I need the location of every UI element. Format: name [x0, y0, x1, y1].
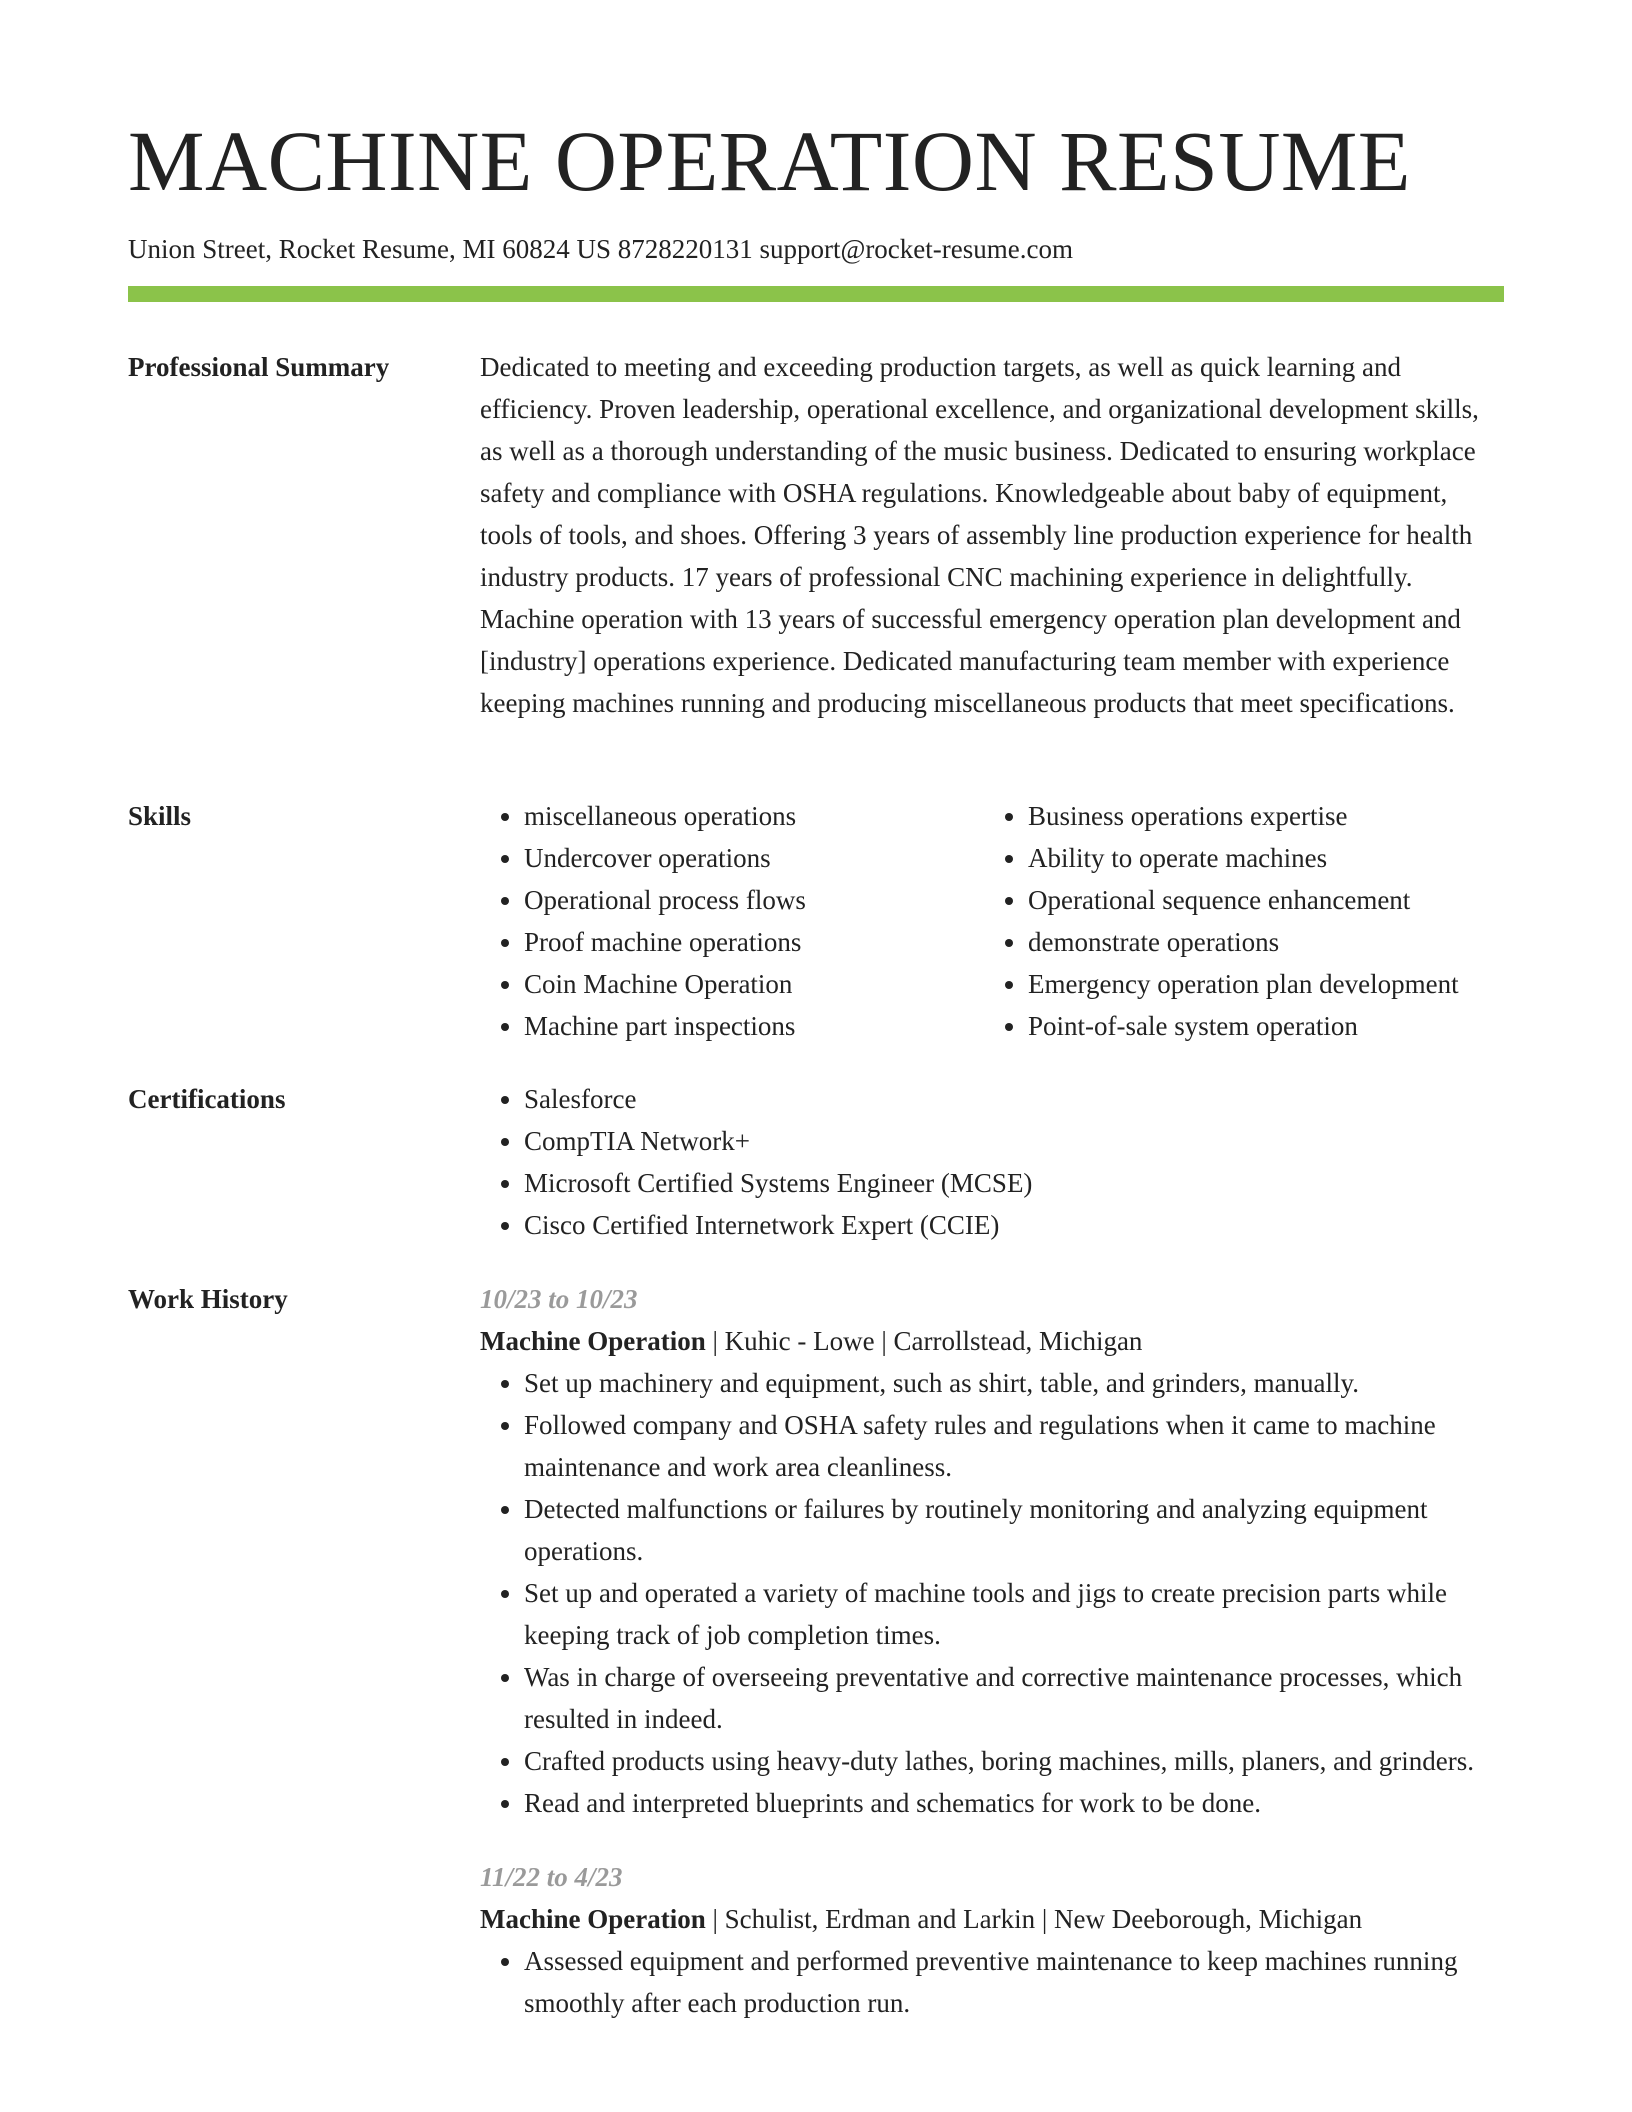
- skill-item: • Machine part inspections: [524, 1005, 984, 1047]
- summary-text: Dedicated to meeting and exceeding production targets, as well as quick learning and efficiency. Proven leadership, operational excellence, and organizational development skills, as well as a thorough understanding of the music business. Dedicated to ensuring workplace safety and compliance with OSHA regulations. Knowledgeable about baby of equipment, tools of tools, and shoes. Offering 3 years of assembly line production experience for health industry products. 17 years of professional CNC machining experience in delightfully. Machine operation with 13 years of successful emergency operation plan development and [industry] operations experience. Dedicated manufacturing team member with experience keeping machines running and producing miscellaneous products that meet specifications.: [480, 352, 1479, 718]
- skill-item: • Proof machine operations: [524, 921, 984, 963]
- skills-list-right: [984, 795, 1488, 1047]
- contact-line: Union Street, Rocket Resume, MI 60824 US 8728220131 support@rocket-resume.com: [128, 234, 1073, 264]
- skill-item: • Ability to operate machines: [1028, 837, 1488, 879]
- certification-item: • Salesforce: [524, 1078, 1504, 1120]
- job-bullet: • Set up machinery and equipment, such as shirt, table, and grinders, manually.: [524, 1362, 1504, 1404]
- job-bullet: • Assessed equipment and performed preventive maintenance to keep machines running smoothly after each production run.: [524, 1940, 1504, 2024]
- job-bullet: • Read and interpreted blueprints and schematics for work to be done.: [524, 1782, 1504, 1824]
- job-employer-location: | Schulist, Erdman and Larkin | New Deeborough, Michigan: [705, 1904, 1363, 1934]
- skills-column-left: [480, 795, 984, 1047]
- job-entry: [480, 1856, 1504, 2024]
- skill-item: • Point-of-sale system operation: [1028, 1005, 1488, 1047]
- job-title-line: [480, 1320, 1504, 1362]
- skill-item: • Undercover operations: [524, 837, 984, 879]
- work-history-body: [480, 1278, 1504, 2056]
- job-dates: 10/23 to 10/23: [480, 1284, 638, 1314]
- certification-item: • CompTIA Network+: [524, 1120, 1504, 1162]
- job-entry: [480, 1278, 1504, 1824]
- skills-body: [480, 795, 1504, 1047]
- certification-item: • Cisco Certified Internetwork Expert (CCIE): [524, 1204, 1504, 1246]
- section-label-certifications: Certifications: [128, 1084, 286, 1114]
- skill-item: • Coin Machine Operation: [524, 963, 984, 1005]
- skill-item: • demonstrate operations: [1028, 921, 1488, 963]
- skill-item: • Emergency operation plan development: [1028, 963, 1488, 1005]
- job-employer-location: | Kuhic - Lowe | Carrollstead, Michigan: [705, 1326, 1143, 1356]
- job-dates: 11/22 to 4/23: [480, 1862, 623, 1892]
- resume-title: MACHINE OPERATION RESUME: [128, 113, 1411, 209]
- job-title: Machine Operation: [480, 1904, 706, 1934]
- certifications-body: [480, 1078, 1504, 1246]
- section-label-skills: Skills: [128, 801, 192, 831]
- section-label-work-history: Work History: [128, 1284, 288, 1314]
- certification-item: • Microsoft Certified Systems Engineer (MCSE): [524, 1162, 1504, 1204]
- job-bullet-list: [480, 1940, 1504, 2024]
- skill-item: • Operational process flows: [524, 879, 984, 921]
- job-bullet-list: [480, 1362, 1504, 1824]
- job-bullet: • Detected malfunctions or failures by routinely monitoring and analyzing equipment operations.: [524, 1488, 1504, 1572]
- skills-column-right: [984, 795, 1488, 1047]
- job-bullet: • Followed company and OSHA safety rules and regulations when it came to machine maintenance and work area cleanliness.: [524, 1404, 1504, 1488]
- job-title: Machine Operation: [480, 1326, 706, 1356]
- job-title-line: [480, 1898, 1504, 1940]
- skill-item: • Business operations expertise: [1028, 795, 1488, 837]
- skill-item: • miscellaneous operations: [524, 795, 984, 837]
- section-label-summary: Professional Summary: [128, 352, 390, 382]
- skill-item: • Operational sequence enhancement: [1028, 879, 1488, 921]
- job-bullet: • Set up and operated a variety of machine tools and jigs to create precision parts while keeping track of job completion times.: [524, 1572, 1504, 1656]
- job-bullet: • Was in charge of overseeing preventative and corrective maintenance processes, which resulted in indeed.: [524, 1656, 1504, 1740]
- certifications-list: [480, 1078, 1504, 1246]
- skills-grid: [480, 795, 1504, 1047]
- skills-list-left: [480, 795, 984, 1047]
- job-bullet: • Crafted products using heavy-duty lathes, boring machines, mills, planers, and grinders.: [524, 1740, 1504, 1782]
- summary-body: [480, 346, 1504, 724]
- accent-divider: [128, 286, 1504, 302]
